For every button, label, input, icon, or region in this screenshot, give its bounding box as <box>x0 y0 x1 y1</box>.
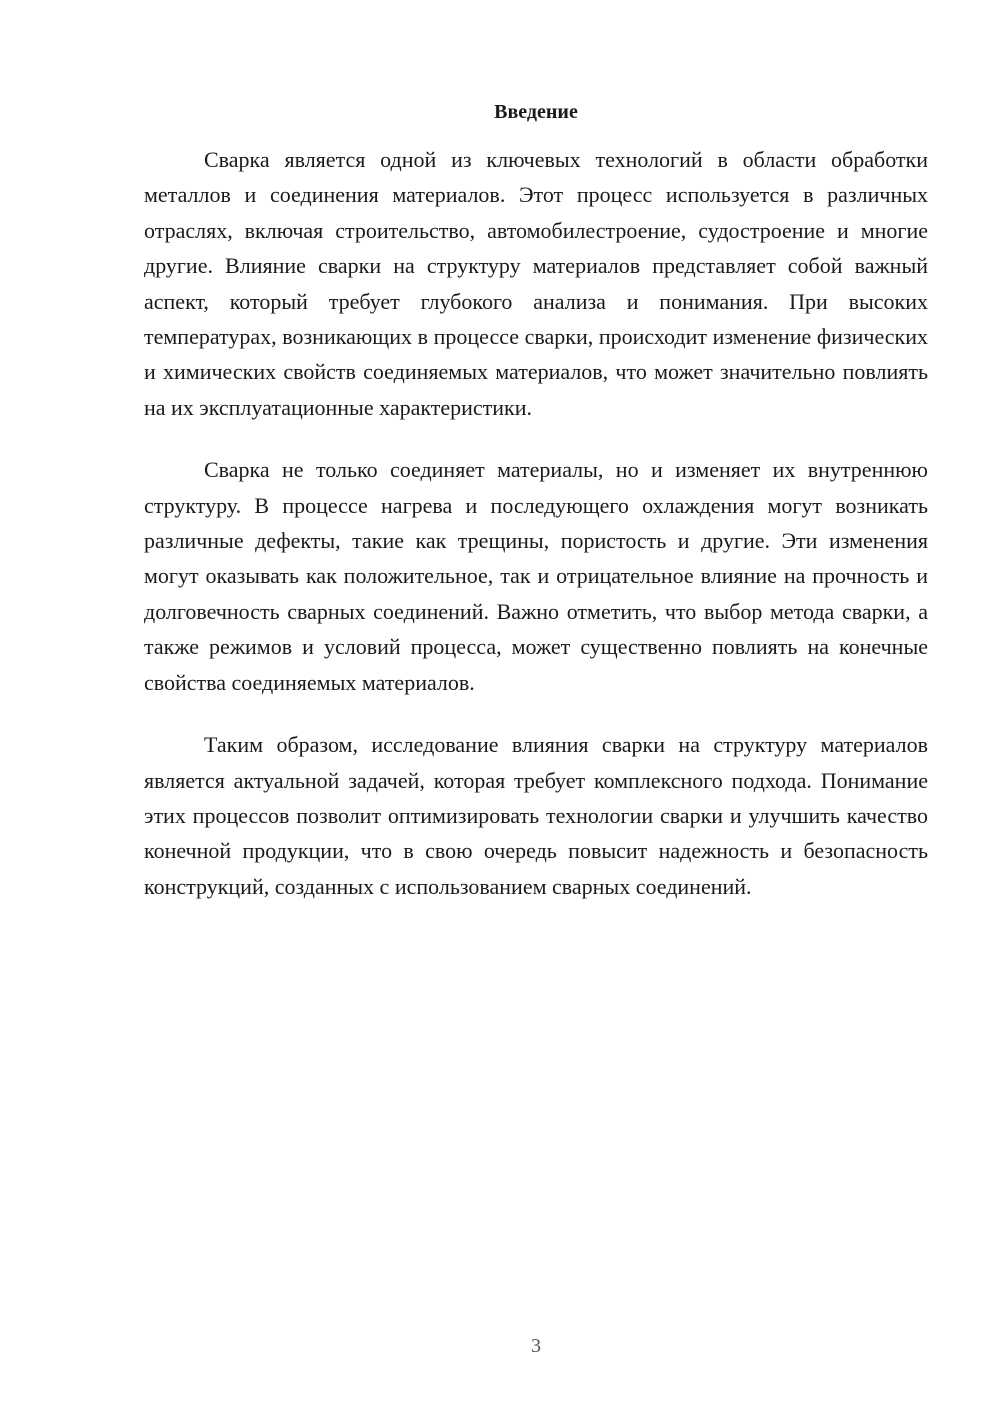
paragraph-3: Таким образом, исследование влияния сварки на структуру материалов является актуальной задачей, которая требует комплексного подхода. Понимание этих процессов позволит оптимизировать технологии сварки и улучшить качество конечной продукции, что в свою очередь повысит надежность и безопасность конструкций, созданных с использованием сварных соединений. <box>144 732 928 899</box>
page-number: 3 <box>531 1335 541 1357</box>
paragraph-2: Сварка не только соединяет материалы, но и изменяет их внутреннюю структуру. В процессе нагрева и последующего охлаждения могут возникать различные дефекты, такие как трещины, пористость и другие. Эти изменения могут оказывать как положительное, так и отрицательное влияние на прочность и долговечность сварных соединений. Важно отметить, что выбор метода сварки, а также режимов и условий процесса, может существенно повлиять на конечные свойства соединяемых материалов. <box>144 457 928 695</box>
document-body <box>144 142 928 931</box>
paragraph-1: Сварка является одной из ключевых технологий в области обработки металлов и соединения материалов. Этот процесс используется в различных отраслях, включая строительство, автомобилестроение, судостроение и многие другие. Влияние сварки на структуру материалов представляет собой важный аспект, который требует глубокого анализа и понимания. При высоких температурах, возникающих в процессе сварки, происходит изменение физических и химических свойств соединяемых материалов, что может значительно повлиять на их эксплуатационные характеристики. <box>144 147 928 420</box>
page-title: Введение <box>494 101 578 123</box>
